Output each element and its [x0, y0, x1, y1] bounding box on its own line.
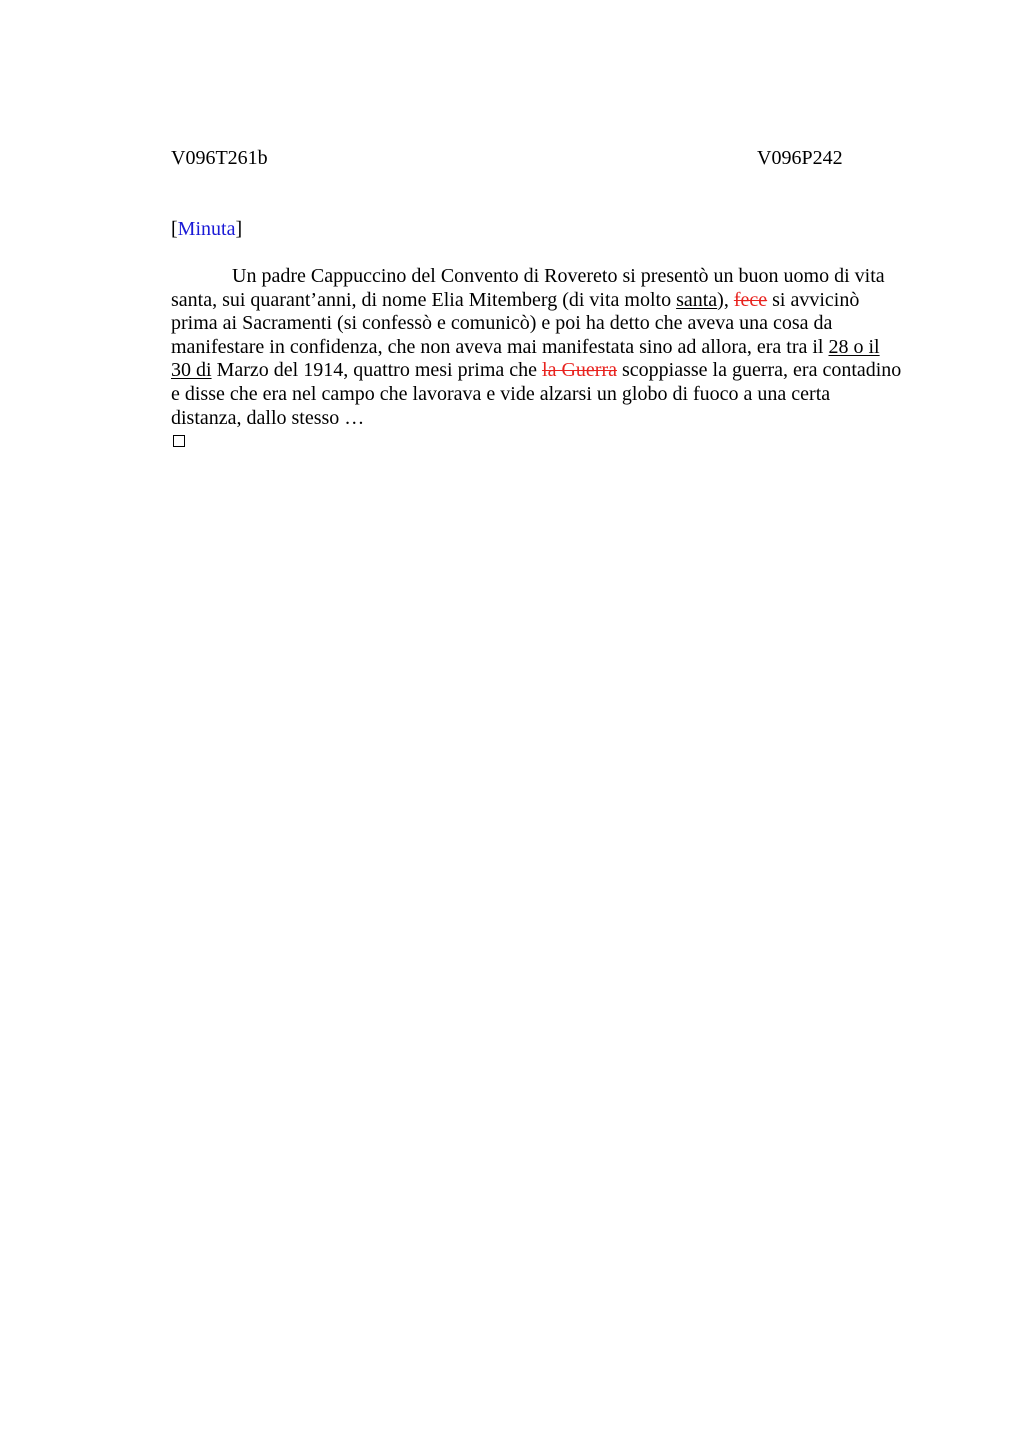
paragraph-line-5: [171, 359, 931, 383]
minuta-heading: [171, 217, 242, 241]
paragraph-line-4: [171, 336, 931, 360]
minuta-open-bracket: [: [171, 218, 178, 240]
text-run: distanza, dallo stesso …: [171, 406, 365, 429]
text-run: prima ai Sacramenti (si confessò e comunicò) e poi ha detto che aveva una cosa da: [171, 312, 833, 335]
text-run: Un padre Cappuccino del Convento di Rovereto si presentò un buon uomo di vita: [232, 265, 885, 287]
paragraph-line-3: [171, 312, 931, 336]
text-run: e disse che era nel campo che lavorava e vide alzarsi un globo di fuoco a una certa: [171, 382, 831, 405]
text-run: santa, sui quarant’anni, di nome Elia Mitemberg (di vita molto: [171, 288, 677, 311]
minuta-label: Minuta: [177, 218, 236, 240]
underlined-text: 28 o il: [828, 335, 880, 358]
empty-square-icon: [173, 435, 185, 447]
deleted-text: la Guerra: [542, 359, 617, 382]
text-run: Marzo del 1914, quattro mesi prima che: [211, 359, 543, 382]
paragraph-line-2: [171, 289, 931, 313]
paragraph-line-6: [171, 383, 931, 407]
text-run: ),: [717, 288, 734, 311]
document-code-left: V096T261b: [171, 147, 268, 169]
deleted-text: fece: [733, 288, 768, 311]
underlined-text: santa: [676, 288, 718, 311]
paragraph-line-7: [171, 407, 931, 431]
paragraph-line-1: [171, 265, 931, 289]
text-run: si avvicinò: [767, 288, 860, 311]
document-code-right: V096P242: [757, 147, 843, 169]
text-run: scoppiasse la guerra, era contadino: [616, 359, 902, 382]
underlined-text: 30 di: [171, 359, 212, 382]
text-run: manifestare in confidenza, che non aveva mai manifestata sino ad allora, era tra il: [171, 335, 829, 358]
minuta-close-bracket: ]: [235, 218, 243, 240]
body-paragraph: [171, 265, 931, 430]
